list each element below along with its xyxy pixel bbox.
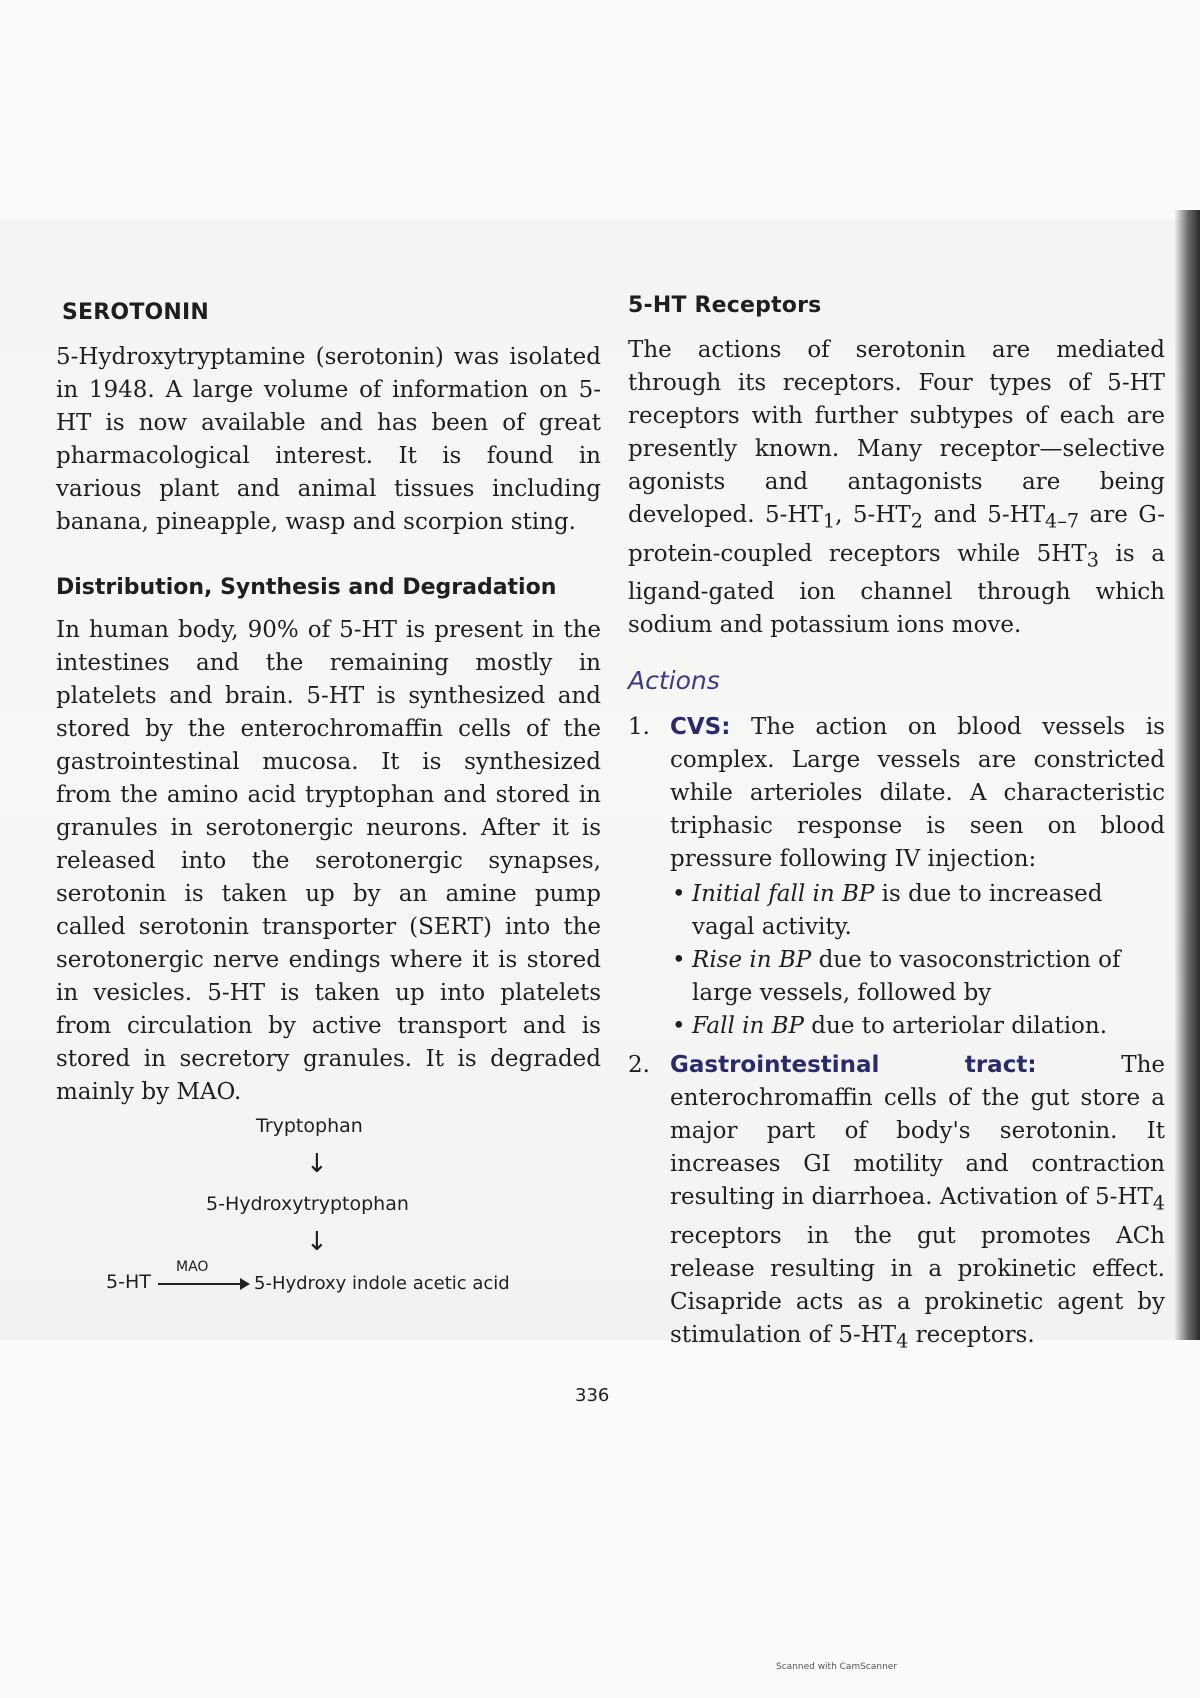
subheading-distribution: Distribution, Synthesis and Degradation xyxy=(56,575,557,600)
bp-response-bullets xyxy=(670,878,1165,1043)
list-item: • Rise in BP due to vasoconstriction of large vessels, followed by xyxy=(670,944,1165,1010)
list-item: • Initial fall in BP is due to increased vagal activity. xyxy=(670,878,1165,944)
distribution-paragraph: In human body, 90% of 5-HT is present in the intestines and the remaining mostly in platelets and brain. 5-HT is synthesized and stored by the enterochromaffin cells of the gastrointestinal mucosa. It is synthesized from the amino acid tryptophan and stored in granules in serotonergic neurons. After it is released into the serotonergic synapses, serotonin is taken up by an amine pump called serotonin transporter (SERT) into the serotonergic nerve endings where it is stored in vesicles. 5-HT is taken up into platelets from circulation by active transport and is stored in secretory granules. It is degraded mainly by MAO. xyxy=(56,617,601,1105)
actions-heading: Actions xyxy=(628,666,720,696)
actions-list xyxy=(628,711,1165,1357)
receptors-paragraph: The actions of serotonin are mediated through its receptors. Four types of 5-HT receptors with further subtypes of each are presently known. Many receptor—selective agonists and antagonists are being developed. $5-HT_1$, $5-HT_2$ and $5-HT_{4-7}$ are G-protein-coupled receptors while $5HT_3$ is a ligand-gated ion channel through which sodium and potassium ions move. xyxy=(628,337,1165,639)
pathway-5-hydroxytryptophan: 5-Hydroxytryptophan xyxy=(206,1193,409,1215)
book-edge-shadow xyxy=(1174,210,1200,1340)
gi-keyword: Gastrointestinal tract: xyxy=(670,1052,1037,1079)
list-item-gi-tract xyxy=(628,1049,1165,1357)
item-number: 2. xyxy=(628,1052,650,1079)
scanner-watermark: Scanned with CamScanner xyxy=(776,1662,898,1672)
pathway-tryptophan: Tryptophan xyxy=(256,1115,363,1137)
gi-paragraph: Gastrointestinal tract: The enterochromaffin cells of the gut store a major part of body's serotonin. It increases GI motility and contraction resulting in diarrhoea. Activation of $5-HT_4$ receptors in the gut promotes ACh release resulting in a prokinetic effect. Cisapride acts as a prokinetic agent by stimulation of $5-HT_4$ receptors. xyxy=(670,1052,1165,1353)
list-item-cvs xyxy=(628,711,1165,1043)
section-heading-receptors: 5-HT Receptors xyxy=(628,293,822,318)
down-arrow-icon: ↓ xyxy=(306,1227,328,1257)
section-heading-serotonin: SEROTONIN xyxy=(62,300,210,325)
cvs-paragraph: CVS: The action on blood vessels is complex. Large vessels are constricted while arterioles dilate. A characteristic triphasic response is seen on blood pressure following IV injection: xyxy=(670,714,1165,873)
down-arrow-icon: ↓ xyxy=(306,1149,328,1179)
synthesis-pathway-diagram xyxy=(56,1115,601,1305)
pathway-enzyme-mao: MAO xyxy=(176,1259,209,1275)
right-column xyxy=(628,293,1165,1363)
pathway-5-hiaa: 5-Hydroxy indole acetic acid xyxy=(254,1273,510,1294)
item-number: 1. xyxy=(628,714,650,741)
page-number: 336 xyxy=(575,1385,610,1406)
list-item: • Fall in BP due to arteriolar dilation. xyxy=(670,1010,1165,1043)
right-arrow-icon xyxy=(158,1283,248,1285)
intro-paragraph: 5-Hydroxytryptamine (serotonin) was isolated in 1948. A large volume of information on 5-HT is now available and has been of great pharmacological interest. It is found in various plant and animal tissues including banana, pineapple, wasp and scorpion sting. xyxy=(56,344,601,535)
left-column xyxy=(56,300,601,1305)
pathway-5-ht: 5-HT xyxy=(106,1271,151,1293)
cvs-keyword: CVS: xyxy=(670,714,731,741)
